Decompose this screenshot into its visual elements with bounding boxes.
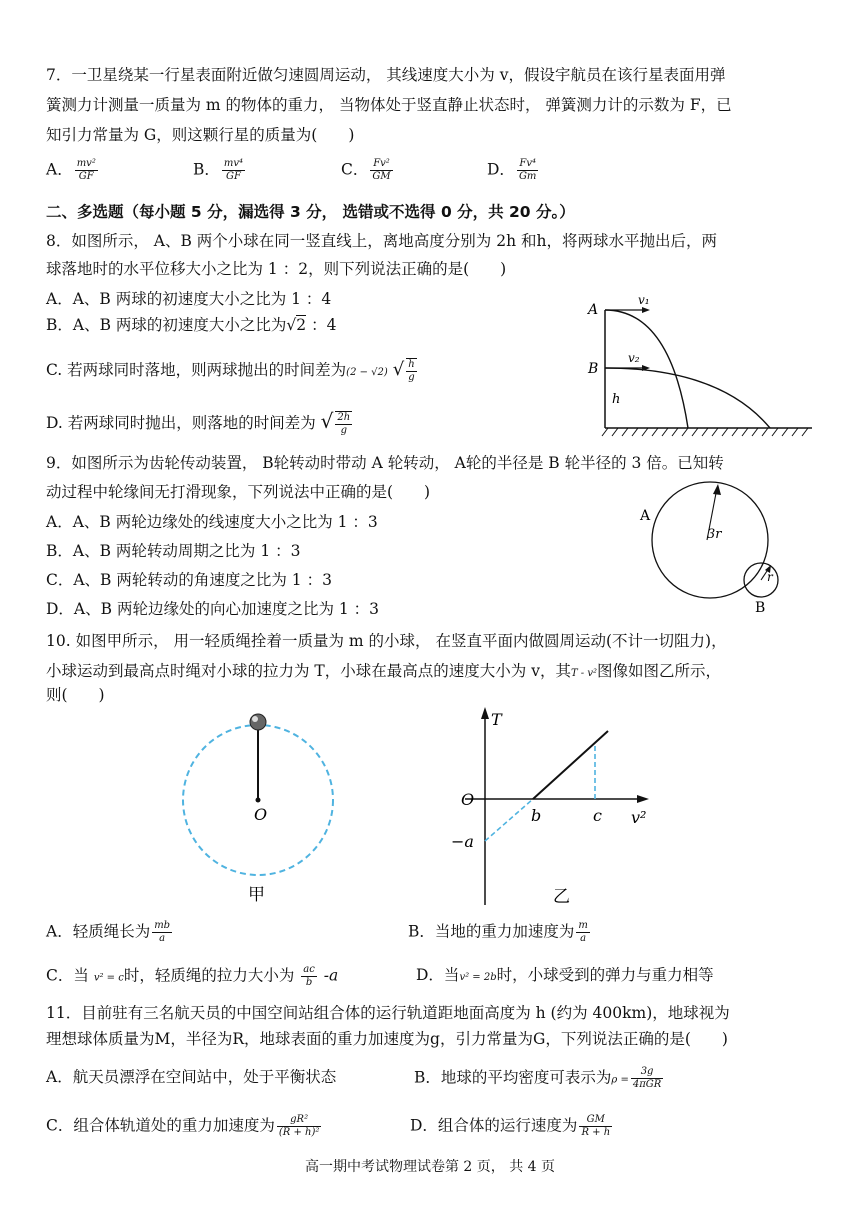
q10-figure-jia [170, 700, 350, 910]
q7-line3: 知引力常量为 G，则这颗行星的质量为( ) [46, 126, 355, 144]
q9-option-b: B．A、B 两轮转动周期之比为 1 ：3 [46, 542, 301, 560]
q10-option-c: C．当 v² = c时，轻质绳的拉力大小为 $\frac{ac}{b}$ -a [46, 964, 339, 988]
label-wheel-b: B [755, 600, 766, 616]
q7-option-d: D． $\frac{\text{Fv⁴}}{Gm}$ [487, 158, 537, 182]
graph-line [533, 731, 608, 799]
label-a: A [588, 302, 599, 318]
q10-figure-yi [445, 705, 665, 910]
q11-line1: 11．目前驻有三名航天员的中国空间站组合体的运行轨道距地面高度为 h (约为 400km)，地球视为 [46, 1004, 730, 1022]
q8-line1: 8．如图所示， A、B 两个小球在同一竖直线上，离地高度分别为 2h 和h，将两球水平抛出后，两 [46, 232, 717, 250]
q10-line2: 小球运动到最高点时绳对小球的拉力为 T，小球在最高点的速度大小为 v，其T - v²图像如图乙所示， [46, 662, 722, 680]
q11-option-a: A．航天员漂浮在空间站中，处于平衡状态 [46, 1068, 337, 1086]
label-v2: v₂ [628, 351, 640, 365]
q7-option-c: C． $\frac{\text{Fv²}}{GM}$ [341, 158, 391, 182]
q8-option-d: D. 若两球同时抛出，则落地的时间差为 √ $\frac{2h}{g}$ [46, 409, 351, 436]
q7-line1: 7．一卫星绕某一行星表面附近做匀速圆周运动， 其线速度大小为 v，假设宇航员在该行星表面用弹 [46, 66, 726, 84]
label-b: B [588, 361, 599, 377]
q8-option-c: C. 若两球同时落地，则两球抛出的时间差为(2 − √2) √ $\frac{h}{g}$ [46, 359, 415, 383]
caption-yi: 乙 [553, 887, 570, 907]
q8-line2: 球落地时的水平位移大小之比为 1 ：2，则下列说法正确的是( ) [46, 260, 507, 278]
label-o: O [254, 805, 268, 824]
q9-gear-figure [635, 480, 795, 620]
q8-projectile-figure [580, 288, 820, 438]
q7-line2: 簧测力计测量一质量为 m 的物体的重力， 当物体处于竖直静止状态时， 弹簧测力计的示数为 F，已 [46, 96, 732, 114]
tick-b: b [531, 806, 542, 825]
q11-option-c: C．组合体轨道处的重力加速度为 $\frac{\text{gR²}}{\text{(R + h)²}}$ [46, 1114, 320, 1138]
tick-c: c [593, 806, 602, 825]
origin-label: O [461, 790, 475, 809]
q10-option-b: B．当地的重力加速度为 $\frac{m}{a}$ [408, 920, 588, 944]
q9-option-d: D．A、B 两轮边缘处的向心加速度之比为 1 ：3 [46, 600, 380, 618]
q10-line3: 则( ) [46, 686, 105, 704]
label-v1: v₁ [638, 293, 650, 307]
q7-option-a: A． $\frac{\text{mv²}}{GF}$ [46, 158, 96, 182]
q9-line1: 9．如图所示为齿轮传动装置， B轮转动时带动 A 轮转动， A轮的半径是 B 轮半径的 3 倍。已知转 [46, 454, 724, 472]
q11-option-b: B．地球的平均密度可表示为ρ = $\frac{3g}{\text{4πGR}}$ [414, 1066, 662, 1090]
axis-label-t: T [491, 710, 502, 729]
q11-line2: 理想球体质量为M，半径为R，地球表面的重力加速度为g，引力常量为G，下列说法正确的是( ) [46, 1030, 728, 1048]
q7-option-b: B． $\frac{\text{mv⁴}}{GF}$ [193, 158, 244, 182]
caption-jia: 甲 [248, 885, 265, 905]
q11-option-d: D．组合体的运行速度为 $\frac{GM}{R + h}$ [410, 1114, 611, 1138]
ball [250, 714, 266, 730]
q8-option-a: A．A、B 两球的初速度大小之比为 1 ：4 [46, 290, 332, 308]
q9-line2: 动过程中轮缘间无打滑现象，下列说法中正确的是( ) [46, 483, 431, 501]
q10-line1: 10. 如图甲所示， 用一轻质绳拴着一质量为 m 的小球， 在竖直平面内做圆周运动(不计一切阻力)， [46, 632, 727, 650]
trajectory-b [605, 368, 770, 428]
q10-option-d: D．当v² = 2b时，小球受到的弹力与重力相等 [416, 966, 714, 984]
axis-label-v2: v² [631, 808, 647, 827]
q9-option-a: A．A、B 两轮边缘处的线速度大小之比为 1 ：3 [46, 513, 378, 531]
q8-option-b: B．A、B 两球的初速度大小之比为√2 ：4 [46, 316, 337, 334]
q9-option-c: C．A、B 两轮转动的角速度之比为 1 ：3 [46, 571, 332, 589]
tick-neg-a: −a [451, 832, 474, 851]
label-h: h [612, 392, 621, 407]
q10-option-a: A．轻质绳长为 $\frac{mb}{a}$ [46, 920, 171, 944]
label-wheel-a: A [640, 508, 651, 524]
label-radius-b: r [767, 570, 773, 584]
page-footer: 高一期中考试物理试卷第 2 页， 共 4 页 [304, 1159, 556, 1175]
label-radius-a: 3r [707, 527, 722, 542]
section-heading-multi-choice: 二、多选题（每小题 5 分，漏选得 3 分， 选错或不选得 0 分，共 20 分。） [46, 203, 575, 221]
